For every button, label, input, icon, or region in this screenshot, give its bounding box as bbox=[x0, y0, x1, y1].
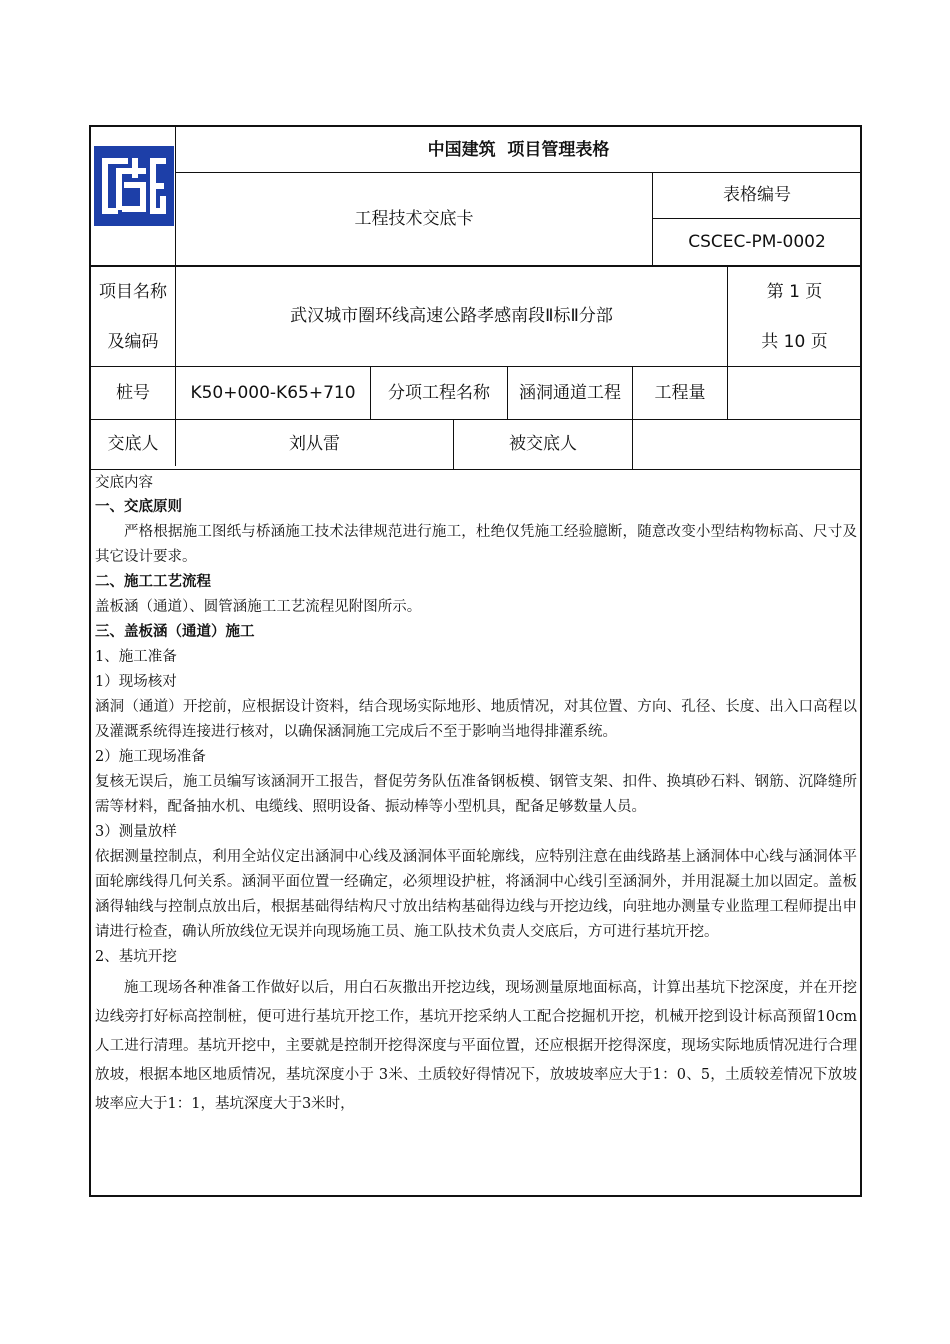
section-1-text: 严格根据施工图纸与桥涵施工技术法律规范进行施工，杜绝仅凭施工经验臆断，随意改变小型结构物标高、尺寸及其它设计要求。 bbox=[95, 524, 857, 565]
item-survey-text: 依据测量控制点，利用全站仪定出涵洞中心线及涵洞体平面轮廓线，应特别注意在曲线路基上涵洞体中心线与涵洞体平面轮廓线得几何关系。涵洞平面位置一经确定，必须埋设护桩，将涵洞中心线引至涵洞外，并用混凝土加以固定。盖板涵得轴线与控制点放出后，根据基础得结构尺寸放出结构基础得边线与开挖边线，向驻地办测量专业监理工程师提出申请进行检查，确认所放线位无误并向现场施工员、施工队技术负责人交底后，方可进行基坑开挖。 bbox=[95, 849, 857, 940]
quantity-value bbox=[728, 367, 861, 419]
receiver-name bbox=[633, 420, 861, 469]
quantity-label: 工程量 bbox=[654, 382, 706, 403]
content-title: 交底内容 bbox=[95, 475, 153, 491]
project-name: 武汉城市圈环线高速公路孝感南段Ⅱ标Ⅱ分部 bbox=[290, 306, 613, 326]
project-label-1: 项目名称 bbox=[99, 281, 167, 302]
form-name: 工程技术交底卡 bbox=[354, 208, 474, 229]
giver-label: 交底人 bbox=[107, 434, 159, 454]
section-2-text: 盖板涵（通道）、圆管涵施工工艺流程见附图所示。 bbox=[95, 599, 422, 615]
station-label: 桩号 bbox=[116, 382, 150, 403]
cscec-logo bbox=[94, 146, 174, 226]
form-no-label: 表格编号 bbox=[723, 185, 791, 205]
item-survey: 3）测量放样 bbox=[95, 824, 177, 840]
item-site-check-text: 涵洞（通道）开挖前，应根据设计资料，结合现场实际地形、地质情况，对其位置、方向、孔径、长度、出入口高程以及灌溉系统得连接进行核对，以确保涵洞施工完成后不至于影响当地得排灌系统。 bbox=[95, 699, 857, 740]
section-1-heading: 一、交底原则 bbox=[95, 499, 182, 515]
company-title: 中国建筑 项目管理表格 bbox=[427, 139, 610, 160]
subsection-excavation: 2、基坑开挖 bbox=[95, 949, 177, 965]
item-site-prep: 2）施工现场准备 bbox=[95, 749, 206, 765]
receiver-label: 被交底人 bbox=[509, 434, 577, 454]
item-site-check: 1）现场核对 bbox=[95, 674, 177, 690]
station-value: K50+000-K65+710 bbox=[190, 382, 356, 403]
excavation-text: 施工现场各种准备工作做好以后，用白石灰撒出开挖边线，现场测量原地面标高，计算出基坑下挖深度，并在开挖边线旁打好标高控制桩，便可进行基坑开挖工作，基坑开挖采纳人工配合挖掘机开挖，机械开挖到设计标高预留10cm人工进行清理。基坑开挖中，主要就是控制开挖得深度与平面位置，还应根据开挖得深度，现场实际地质情况进行合理放坡，根据本地区地质情况，基坑深度小于 3米、土质较好得情况下，放坡坡率应大于1：0、5，土质较差情况下放坡坡率应大于1：1，基坑深度大于3米时， bbox=[95, 980, 857, 1112]
grid-line bbox=[91, 469, 861, 470]
sub-project-label: 分项工程名称 bbox=[388, 382, 490, 403]
sub-project-value: 涵洞通道工程 bbox=[519, 382, 621, 403]
page-current: 第 1 页 bbox=[766, 281, 823, 302]
section-2-heading: 二、施工工艺流程 bbox=[95, 574, 211, 590]
page-total: 共 10 页 bbox=[761, 331, 828, 352]
section-3-heading: 三、盖板涵（通道）施工 bbox=[95, 624, 255, 640]
form-no: CSCEC-PM-0002 bbox=[688, 231, 826, 252]
content-area bbox=[95, 471, 857, 1119]
item-site-prep-text: 复核无误后，施工员编写该涵洞开工报告，督促劳务队伍准备钢板模、钢管支架、扣件、换填砂石料、钢筋、沉降缝所需等材料，配备抽水机、电缆线、照明设备、振动棒等小型机具，配备足够数量人员。 bbox=[95, 774, 857, 815]
subsection-prep: 1、施工准备 bbox=[95, 649, 177, 665]
giver-name: 刘从雷 bbox=[289, 434, 340, 454]
project-label-2: 及编码 bbox=[107, 331, 159, 352]
